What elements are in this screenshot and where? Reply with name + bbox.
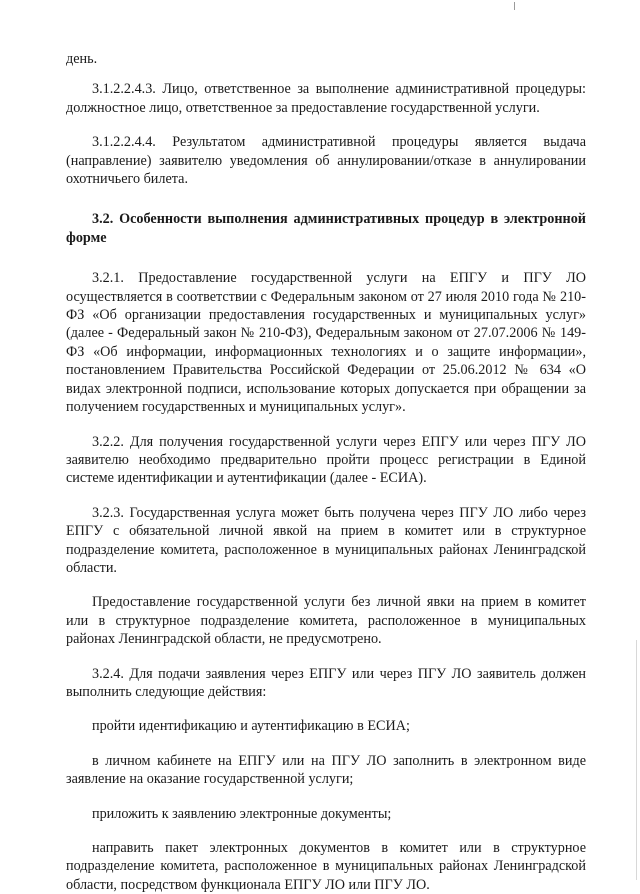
paragraph-no-personal-visit: Предоставление государственной услуги без личной явки на прием в комитет или в структурное подразделение комитета, расположенное в муниципальных районах Ленинградской области, не предусмотрено.	[66, 594, 586, 648]
scan-edge-line	[636, 640, 637, 880]
paragraph-3-2-4: 3.2.4. Для подачи заявления через ЕПГУ или через ПГУ ЛО заявитель должен выполнить следующие действия:	[66, 665, 586, 700]
list-item-send-package: направить пакет электронных документов в комитет или в структурное подразделение комитета, расположенное в муниципальных районах Ленинградской области, посредством функционала ЕПГУ ЛО или ПГУ ЛО.	[66, 840, 586, 893]
list-item-identification: пройти идентификацию и аутентификацию в ЕСИА;	[92, 718, 410, 735]
section-heading-3-2: 3.2. Особенности выполнения административных процедур в электронной форме	[66, 211, 586, 246]
paragraph-3-1-2-2-4-4: 3.1.2.2.4.4. Результатом административной процедуры является выдача (направление) заявителю уведомления об аннулировании/отказе в аннулировании охотничьего билета.	[66, 134, 586, 188]
list-item-fill-application: в личном кабинете на ЕПГУ или на ПГУ ЛО заполнить в электронном виде заявление на оказание государственной услуги;	[66, 752, 586, 788]
paragraph-3-2-3: 3.2.3. Государственная услуга может быть получена через ПГУ ЛО либо через ЕПГУ с обязательной личной явкой на прием в комитет или в структурное подразделение комитета, расположенное в муниципальных районах Ленинградской области.	[66, 504, 586, 576]
paragraph-3-1-2-2-4-3: 3.1.2.2.4.3. Лицо, ответственное за выполнение административной процедуры: должностное лицо, ответственное за предоставление государственной услуги.	[66, 81, 586, 116]
paragraph-continuation: день.	[66, 51, 98, 67]
paragraph-3-2-2: 3.2.2. Для получения государственной услуги через ЕПГУ или через ПГУ ЛО заявителю необходимо предварительно пройти процесс регистрации в Единой системе идентификации и аутентификации (далее - ЕСИА).	[66, 433, 586, 487]
scan-mark	[514, 2, 515, 10]
list-item-attach-documents: приложить к заявлению электронные документы;	[92, 805, 392, 822]
paragraph-3-2-1: 3.2.1. Предоставление государственной услуги на ЕПГУ и ПГУ ЛО осуществляется в соответствии с Федеральным законом от 27 июля 2010 года № 210-ФЗ «Об организации предоставления государственных и муниципальных услуг» (далее - Федеральный закон № 210-ФЗ), Федеральным законом от 27.07.2006 № 149-ФЗ «Об информации, информационных технологиях и о защите информации», постановлением Правительства Российской Федерации от 25.06.2012 № 634 «О видах электронной подписи, использование которых допускается при обращении за получением государственных и муниципальных услуг».	[66, 270, 586, 416]
